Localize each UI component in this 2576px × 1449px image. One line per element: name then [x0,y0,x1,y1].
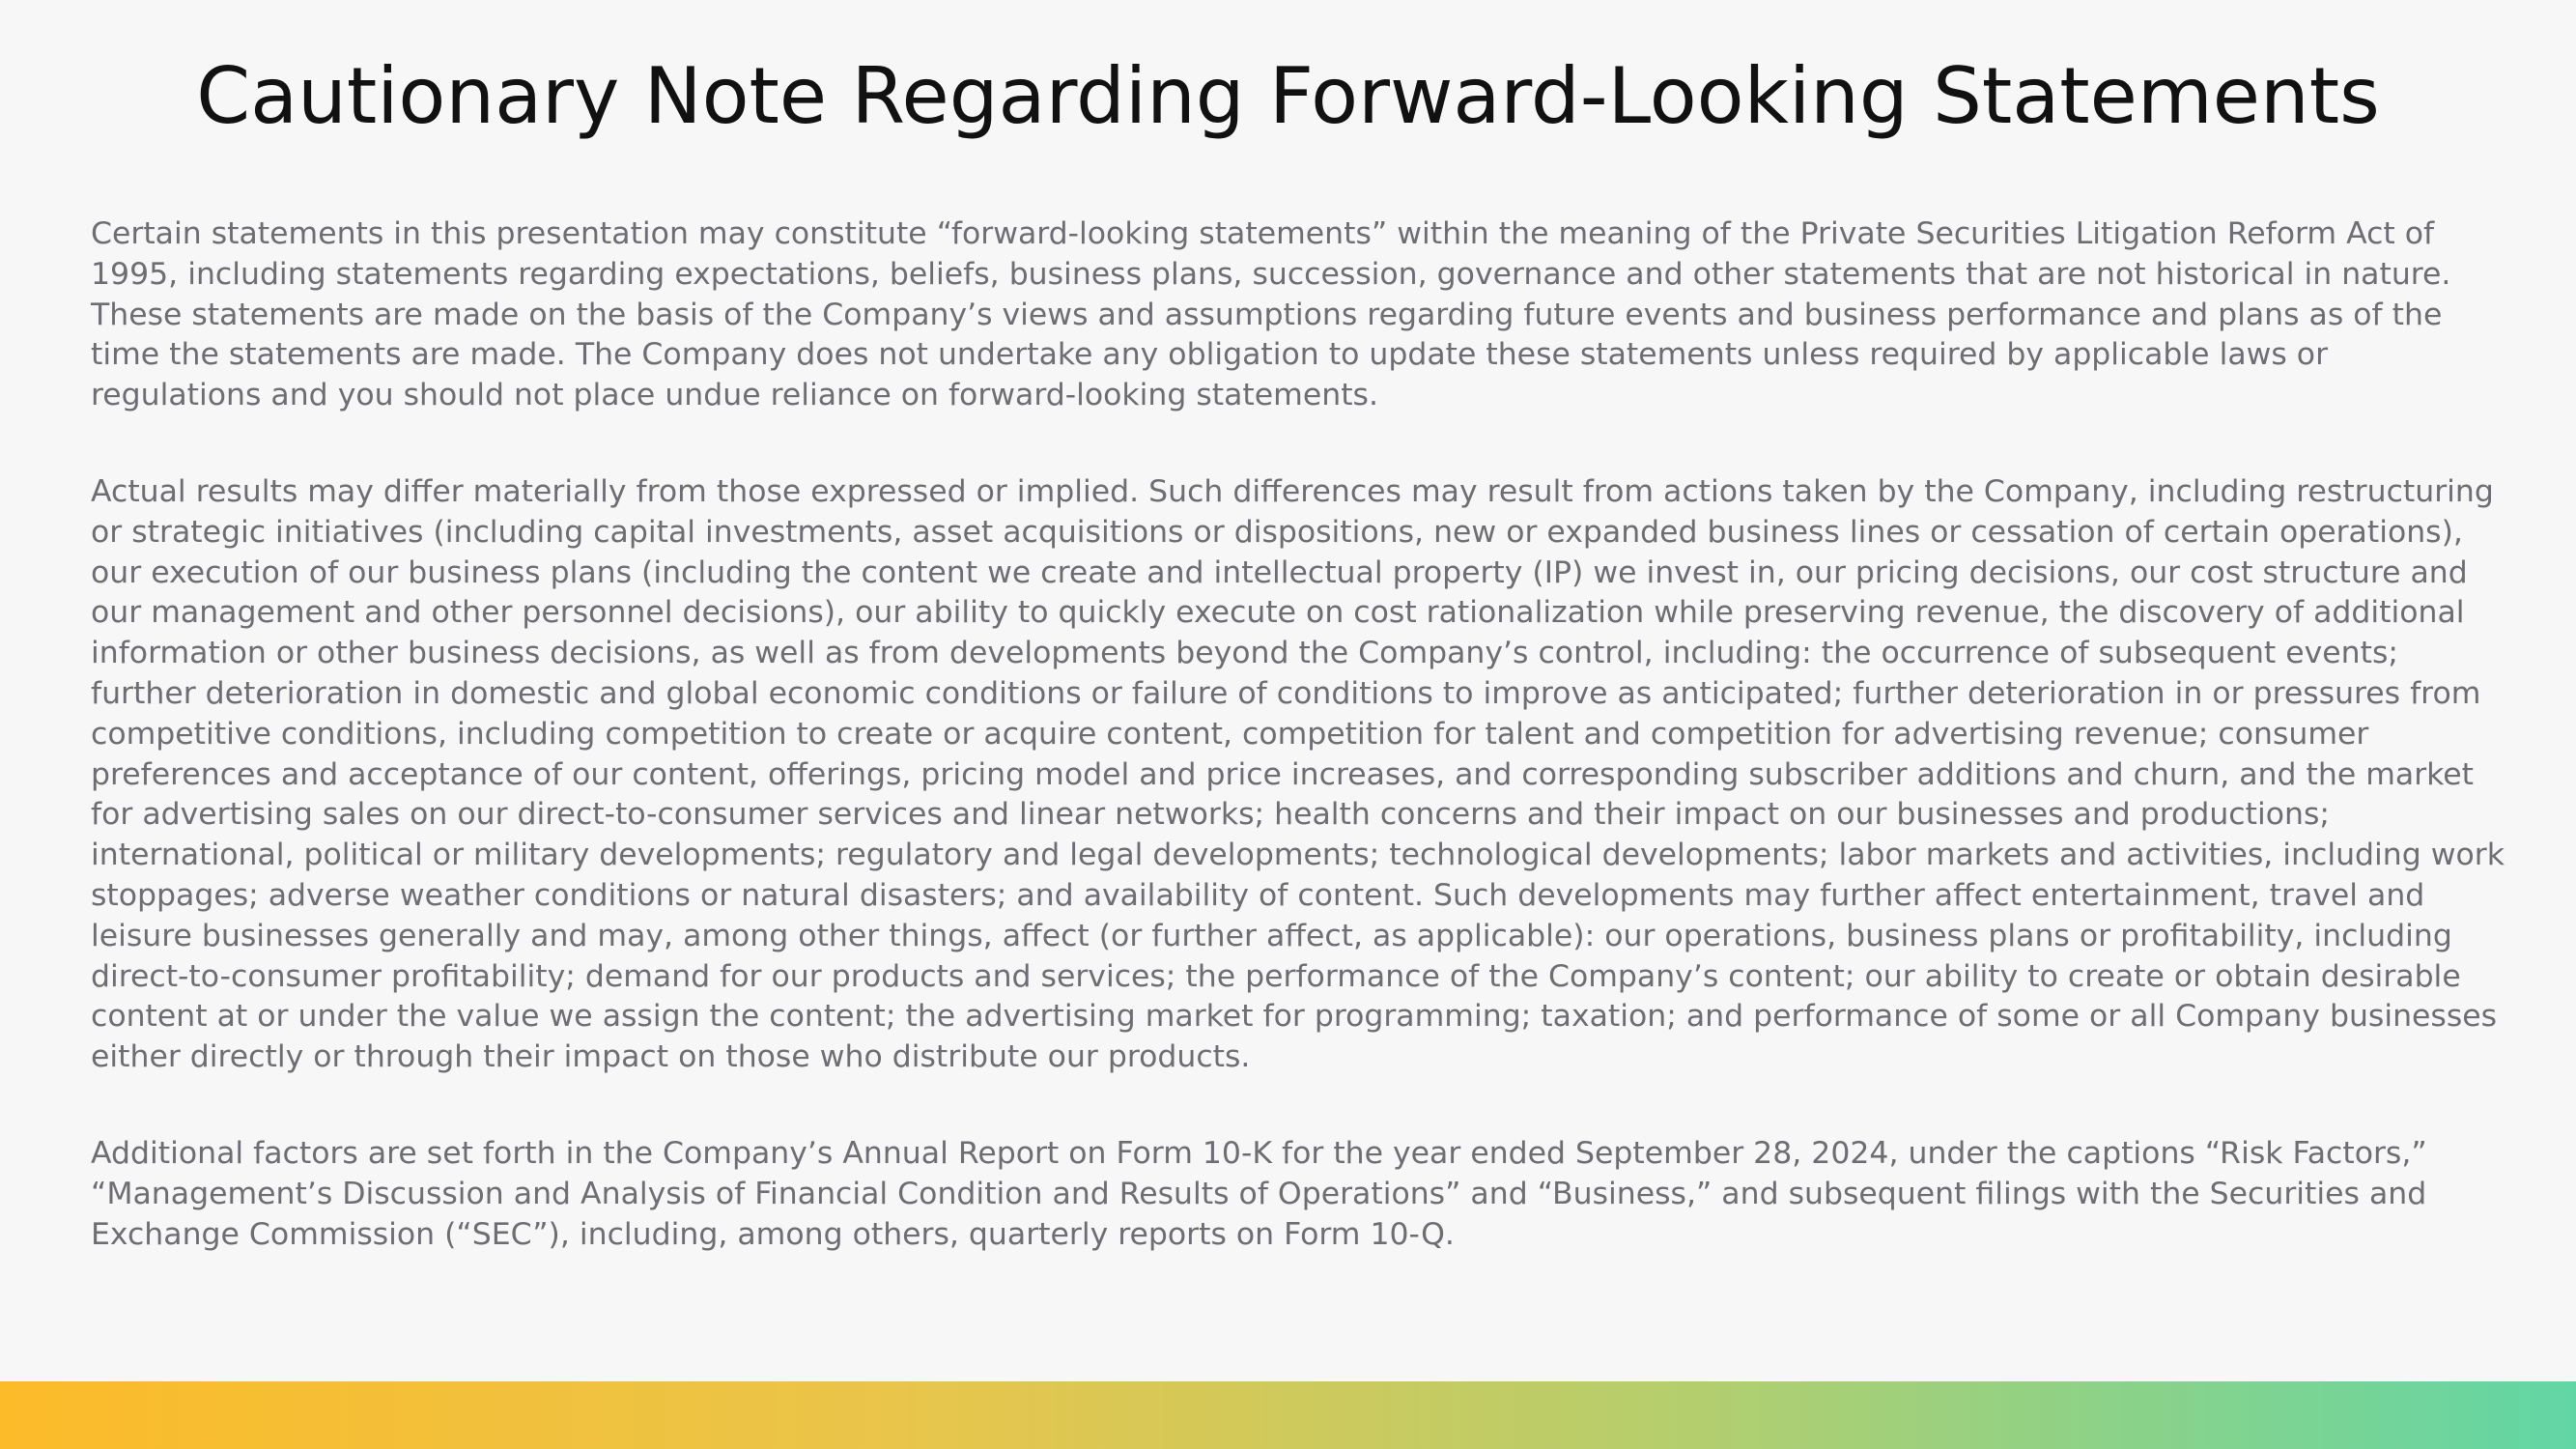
paragraph-forward-looking-intro: Certain statements in this presentation may constitute “forward-looking statements” within the meaning of the Private Securities Litigation Reform Act of 1995, including statements regarding expectations, beliefs, business plans, succession, governance and other statements that are not historical in nature. These statements are made on the basis of the Company’s views and assumptions regarding future events and business performance and plans as of the time the statements are made. The Company does not undertake any obligation to update these statements unless required by applicable laws or regulations and you should not place undue reliance on forward-looking statements. [91,216,2451,413]
disclaimer-body [91,214,2505,1255]
paragraph-actual-results: Actual results may differ materially from those expressed or implied. Such differences may result from actions taken by the Company, including restructuring or strategic initiatives (including capital investments, asset acquisitions or dispositions, new or expanded business lines or cessation of certain operations), our execution of our business plans (including the content we create and intellectual property (IP) we invest in, our pricing decisions, our cost structure and our management and other personnel decisions), our ability to quickly execute on cost rationalization while preserving revenue, the discovery of additional information or other business decisions, as well as from developments beyond the Company’s control, including: the occurrence of subsequent events; further deterioration in domestic and global economic conditions or failure of conditions to improve as anticipated; further deterioration in or pressures from competitive conditions, including competition to create or acquire content, competition for talent and competition for advertising revenue; consumer preferences and acceptance of our content, offerings, pricing model and price increases, and corresponding subscriber additions and churn, and the market for advertising sales on our direct-to-consumer services and linear networks; health concerns and their impact on our businesses and productions; international, political or military developments; regulatory and legal developments; technological developments; labor markets and activities, including work stoppages; adverse weather conditions or natural disasters; and availability of content. Such developments may further affect entertainment, travel and leisure businesses generally and may, among other things, affect (or further affect, as applicable): our operations, business plans or profitability, including direct-to-consumer profitability; demand for our products and services; the performance of the Company’s content; our ability to create or obtain desirable content at or under the value we assign the content; the advertising market for programming; taxation; and performance of some or all Company businesses either directly or through their impact on those who distribute our products. [91,473,2505,1075]
paragraph-additional-factors: Additional factors are set forth in the Company’s Annual Report on Form 10-K for the year ended September 28, 2024, under the captions “Risk Factors,” “Management’s Discussion and Analysis of Financial Condition and Results of Operations” and “Business,” and subsequent filings with the Securities and Exchange Commission (“SEC”), including, among others, quarterly reports on Form 10-Q. [91,1135,2427,1252]
slide-title: Cautionary Note Regarding Forward-Looking Statements [196,51,2380,141]
footer-gradient-bar [0,1381,2576,1449]
